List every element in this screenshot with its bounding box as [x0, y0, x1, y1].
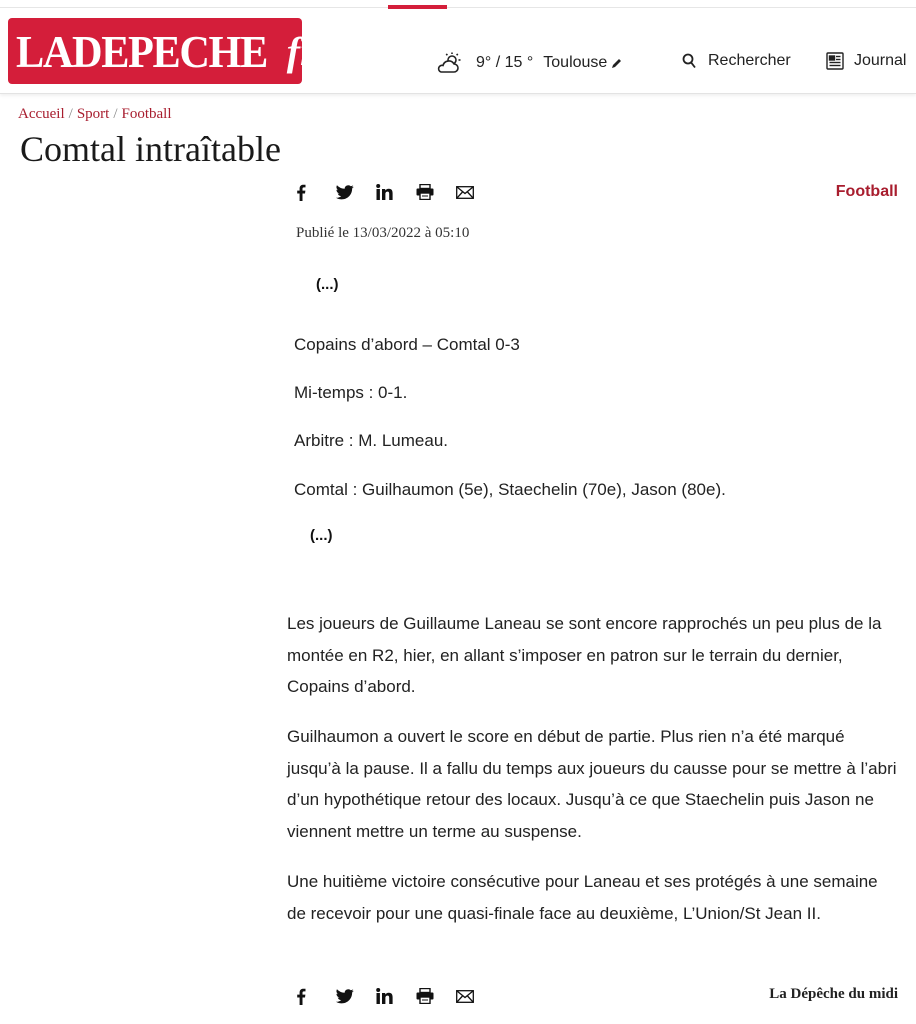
logo-main-text: LADEPECHE: [16, 25, 267, 77]
facebook-icon[interactable]: [296, 985, 336, 1007]
breadcrumb-sport[interactable]: Sport: [76, 106, 110, 122]
weather-temperatures: 9° / 15 °: [476, 54, 534, 71]
category-tag[interactable]: Football: [835, 183, 898, 200]
journal-label: Journal: [854, 52, 907, 69]
match-result: Copains d’abord – Comtal 0-3: [294, 335, 520, 354]
breadcrumb-football[interactable]: Football: [121, 106, 172, 122]
search-icon: [682, 53, 696, 69]
truncation-marker-bottom: (...): [310, 527, 333, 544]
published-date: Publié le 13/03/2022 à 05:10: [296, 225, 470, 241]
share-bar-bottom: [296, 985, 496, 1007]
linkedin-icon[interactable]: [376, 985, 416, 1007]
twitter-icon[interactable]: [336, 181, 376, 203]
journal-button[interactable]: [826, 52, 906, 70]
search-label: Rechercher: [708, 52, 791, 69]
pencil-icon[interactable]: [611, 58, 622, 69]
email-icon[interactable]: [456, 181, 496, 203]
breadcrumb-accueil[interactable]: Accueil: [18, 106, 65, 122]
article-paragraph: Guilhaumon a ouvert le score en début de partie. Plus rien n’a été marqué jusqu’à la pause. Il a fallu du temps aux joueurs du causse pour se mettre à l’abri d’un hypothétique retour des locaux. Jusqu’à ce que Staechelin puis Jason ne viennent mettre un terme au suspense.: [287, 727, 897, 841]
article-source: La Dépêche du midi: [769, 986, 898, 1002]
half-time-score: Mi-temps : 0-1.: [294, 383, 408, 402]
article-paragraph: Les joueurs de Guillaume Laneau se sont encore rapprochés un peu plus de la montée en R2, hier, en allant s’imposer en patron sur le terrain du dernier, Copains d’abord.: [287, 614, 882, 696]
breadcrumb: [18, 106, 172, 123]
site-logo[interactable]: [8, 18, 316, 84]
breadcrumb-separator: /: [113, 106, 118, 122]
share-bar-top: [296, 181, 496, 203]
article-paragraph: Une huitième victoire consécutive pour Laneau et ses protégés à une semaine de recevoir pour une quasi-finale face au deuxième, L’Union/St Jean II.: [287, 872, 878, 923]
twitter-icon[interactable]: [336, 985, 376, 1007]
article-title: Comtal intraîtable: [20, 129, 281, 169]
print-icon[interactable]: [416, 181, 456, 203]
linkedin-icon[interactable]: [376, 181, 416, 203]
facebook-icon[interactable]: [296, 181, 336, 203]
partly-cloudy-icon: [436, 52, 462, 74]
weather-widget[interactable]: [436, 48, 636, 78]
breadcrumb-separator: /: [68, 106, 73, 122]
print-icon[interactable]: [416, 985, 456, 1007]
search-button[interactable]: [682, 52, 791, 70]
truncation-marker-top: (...): [316, 276, 339, 293]
referee-line: Arbitre : M. Lumeau.: [294, 431, 449, 450]
site-header: [0, 8, 916, 94]
newspaper-icon: [826, 52, 844, 70]
weather-city: Toulouse: [543, 54, 608, 71]
email-icon[interactable]: [456, 985, 496, 1007]
logo-suffix-text: fr: [286, 28, 316, 74]
scorers-line: Comtal : Guilhaumon (5e), Staechelin (70e), Jason (80e).: [294, 480, 726, 499]
